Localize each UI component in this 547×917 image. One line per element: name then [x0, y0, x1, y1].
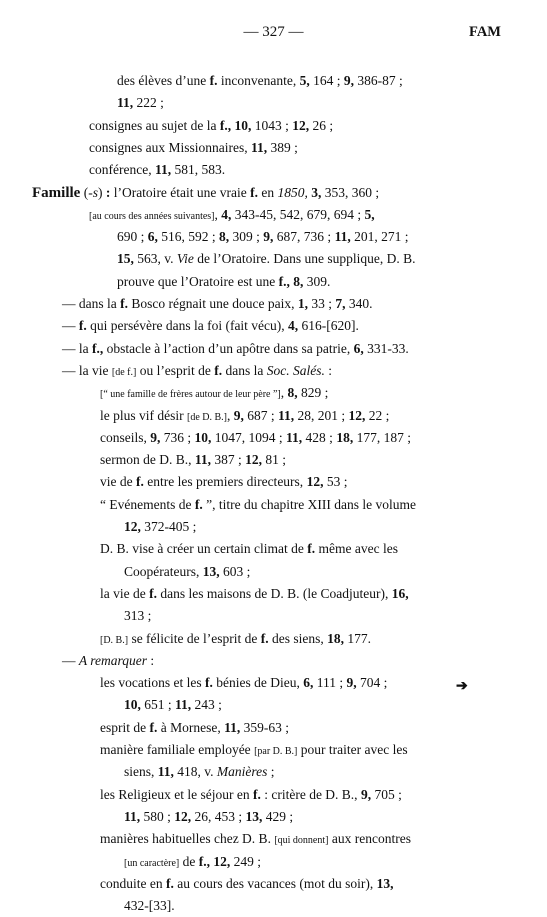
index-line [100, 427, 411, 449]
index-text: 4, [221, 206, 232, 222]
index-text: 432-[33]. [124, 898, 175, 914]
index-line [100, 583, 409, 605]
index-text: des élèves d’une [117, 73, 210, 88]
index-text: 13, [245, 808, 263, 824]
index-line [124, 895, 175, 917]
index-line [100, 628, 371, 650]
index-text: en [258, 184, 278, 200]
index-text: 1850, [277, 184, 308, 200]
index-text: f. [136, 474, 144, 490]
index-text: A remarquer [78, 652, 147, 668]
index-text: f. [209, 73, 218, 88]
index-text: 9, [233, 407, 244, 423]
index-text: -s [88, 184, 98, 200]
index-text: 8, [293, 273, 304, 289]
index-text: 429 ; [262, 808, 294, 824]
index-text: 201, 271 ; [350, 229, 409, 245]
index-text: 331-33. [363, 340, 409, 356]
index-text: entre les premiers directeurs, [143, 474, 307, 490]
index-text: — la vie [62, 362, 112, 378]
index-text: des siens, [268, 630, 328, 646]
index-text: 1, [297, 296, 308, 311]
index-text: f. [204, 675, 213, 691]
index-line [124, 761, 275, 783]
index-text: 28, 201 ; [294, 407, 349, 423]
index-text: Coopérateurs, [124, 563, 203, 579]
index-text: f. [149, 719, 158, 735]
index-line [124, 516, 196, 538]
index-text: , [214, 206, 222, 222]
index-text: 10, [234, 117, 252, 133]
index-text: f., [278, 273, 290, 289]
index-text: f. [149, 585, 157, 601]
index-text: 18, [327, 630, 345, 646]
index-text: 736 ; [160, 429, 195, 445]
index-text: 11, [250, 139, 268, 155]
index-line [100, 828, 411, 850]
index-text: 651 ; [140, 697, 176, 713]
index-line [124, 561, 250, 583]
index-text: — [62, 652, 79, 668]
index-text: 12, [348, 407, 366, 423]
index-line [100, 449, 286, 471]
index-text: 81 ; [262, 452, 287, 468]
index-text: 11, [175, 697, 192, 713]
index-text: consignes au sujet de la [89, 117, 220, 133]
index-text: ; [267, 764, 275, 780]
index-text: Vie [176, 251, 194, 267]
index-line [117, 271, 330, 293]
index-text: obstacle à l’action d’un apôtre dans sa patrie, [103, 340, 354, 356]
index-line [124, 694, 222, 716]
index-text: 22 ; [365, 407, 390, 423]
index-text: 12, [174, 808, 192, 824]
index-text: 340. [345, 296, 373, 311]
index-text: 11, [224, 719, 241, 735]
index-text: de [179, 853, 199, 869]
index-text: 12, [292, 117, 310, 133]
index-text: f., [219, 117, 232, 133]
index-text: 1043 ; [251, 117, 293, 133]
index-text: 26, 453 ; [191, 808, 246, 824]
index-text: f., [92, 340, 104, 356]
index-line [89, 137, 298, 159]
index-text: 111 ; [313, 675, 347, 691]
index-line [124, 605, 151, 627]
index-text: : [324, 362, 333, 378]
index-text: à Mornese, [157, 719, 225, 735]
index-text: 343-45, 542, 679, 694 ; [231, 206, 365, 222]
index-text: 5, [364, 206, 375, 222]
index-text: 359-63 ; [240, 719, 289, 735]
index-text: 9, [360, 786, 372, 802]
index-text: 603 ; [219, 563, 251, 579]
index-line [100, 538, 398, 560]
index-text: 11, [278, 407, 295, 423]
index-line [117, 92, 164, 114]
index-text: 11, [154, 162, 172, 178]
index-text: aux rencontres [328, 831, 411, 847]
index-text: : critère de D. B., [260, 786, 361, 802]
index-text: 580 ; [140, 808, 175, 824]
index-text: 829 ; [297, 385, 329, 401]
index-text: 53 ; [323, 474, 348, 490]
index-text: f. [194, 496, 203, 512]
index-text: 11, [157, 764, 174, 780]
index-text: 6, [303, 675, 314, 691]
index-text: f. [165, 875, 174, 891]
index-text: Soc. Salés. [266, 362, 325, 378]
index-text: : [105, 184, 111, 200]
index-text: f. [214, 362, 223, 378]
index-text: 10, [194, 429, 212, 445]
index-text: 563, v. [133, 251, 177, 267]
index-text: , [227, 407, 234, 423]
index-text: 18, [336, 429, 354, 445]
index-line [117, 70, 403, 92]
index-text: 10, [124, 697, 141, 713]
index-text: 13, [376, 875, 394, 891]
index-text: 387 ; [211, 452, 246, 468]
index-text: [de D. B.] [187, 411, 227, 423]
index-text: 12, [306, 474, 324, 490]
index-text: 8, [219, 229, 230, 245]
page-number: — 327 — [243, 24, 304, 40]
index-text: 26 ; [309, 117, 334, 133]
index-text: 372-405 ; [140, 519, 197, 534]
index-text: 12, [124, 519, 141, 534]
index-text: 418, v. [173, 764, 217, 780]
index-text: 11, [286, 429, 303, 445]
index-text: même avec les [315, 541, 399, 557]
index-text: qui persévère dans la foi (fait vécu), [86, 318, 289, 334]
index-line [117, 248, 415, 270]
index-line [100, 382, 328, 404]
index-text: 9, [346, 675, 357, 691]
index-text: “ Evénements de [100, 496, 195, 512]
index-text: : [147, 652, 155, 668]
index-text: 11, [334, 229, 351, 245]
index-text: inconvenante, [217, 73, 300, 88]
index-text: 9, [150, 429, 161, 445]
index-text: [un caractère] [124, 857, 180, 869]
index-line [100, 739, 408, 761]
index-text: [au cours des années suivantes] [89, 210, 215, 222]
index-text: , [280, 385, 288, 401]
index-text: 164 ; [309, 73, 344, 88]
index-text: 309 ; [229, 229, 264, 245]
index-text: 6, [353, 340, 364, 356]
index-text: [de f.] [111, 366, 137, 378]
index-line [100, 717, 289, 739]
index-line [124, 806, 293, 828]
index-text: 12, [245, 452, 263, 468]
index-text: 705 ; [371, 786, 402, 802]
index-text: consignes aux Missionnaires, [89, 139, 251, 155]
index-line [117, 226, 408, 248]
index-text: 516, 592 ; [157, 229, 220, 245]
index-text: 243 ; [191, 697, 222, 713]
index-text: pour traiter avec les [297, 742, 408, 757]
index-text: D. B. vise à créer un certain climat de [100, 541, 308, 557]
index-text: 616-[620]. [298, 318, 359, 334]
index-text: f. [260, 630, 269, 646]
index-text: [“ une famille de frères autour de leur père ”] [100, 389, 281, 401]
index-text: 687, 736 ; [273, 229, 335, 245]
index-text: 11, [124, 808, 141, 824]
index-text: Famille [32, 184, 81, 201]
index-text: 222 ; [133, 95, 164, 111]
index-text: [qui donnent] [274, 835, 329, 847]
index-text: 687 ; [243, 407, 279, 423]
index-text: 428 ; [302, 429, 337, 445]
index-text: esprit de [100, 719, 150, 735]
index-line [62, 360, 332, 382]
index-text: — dans la [62, 296, 121, 311]
index-text: f., [198, 853, 210, 869]
index-text: 7, [335, 296, 346, 311]
index-text: 9, [343, 73, 354, 88]
index-text: prouve que l’Oratoire est une [117, 273, 279, 289]
index-text: — la [62, 340, 92, 356]
index-text: 33 ; [307, 296, 336, 311]
index-line [89, 115, 333, 137]
index-line [32, 182, 379, 204]
index-text: [D. B.] [100, 634, 129, 646]
index-text: 177. [344, 630, 372, 646]
running-head: FAM [469, 24, 501, 40]
index-text: 6, [147, 229, 158, 245]
page-header [0, 24, 547, 46]
index-line [100, 672, 387, 694]
index-text: conseils, [100, 429, 151, 445]
index-text: Manières [216, 764, 268, 780]
index-text: 3, [311, 184, 322, 200]
index-text: 9, [263, 229, 274, 245]
index-text: 15, [117, 251, 134, 267]
index-text: ) [97, 184, 106, 200]
index-text: au cours des vacances (mot du soir), [173, 875, 377, 891]
index-text: 313 ; [124, 608, 152, 624]
index-line [124, 851, 261, 873]
index-text: Bosco régnait une douce paix, [128, 296, 298, 311]
index-text: le plus vif désir [100, 407, 187, 423]
index-text: f. [307, 541, 316, 557]
index-line [100, 873, 394, 895]
continuation-arrow-icon: ➔ [456, 679, 468, 694]
index-line [62, 650, 154, 672]
index-text: 4, [288, 318, 299, 334]
index-text: 249 ; [230, 853, 261, 869]
index-text: manières habituelles chez D. B. [100, 831, 275, 847]
index-text: l’Oratoire était une vraie [110, 184, 251, 200]
index-line [100, 471, 347, 493]
index-text: conduite en [100, 875, 166, 891]
index-text: 11, [117, 95, 134, 111]
index-line [62, 315, 359, 337]
index-line [100, 405, 389, 427]
index-text: 11, [194, 452, 212, 468]
index-text: de l’Oratoire. Dans une supplique, D. B. [193, 251, 416, 267]
index-line [100, 494, 416, 516]
index-text: f. [250, 184, 259, 200]
index-text: 309. [303, 273, 331, 289]
index-text: les Religieux et le séjour en [100, 786, 253, 802]
index-text: 8, [287, 385, 298, 401]
index-text: 13, [202, 563, 220, 579]
index-text: [par D. B.] [254, 746, 298, 757]
index-text: conférence, [89, 162, 155, 178]
index-text: 386-87 ; [353, 73, 403, 88]
index-text: ou l’esprit de [136, 362, 215, 378]
index-text: ”, titre du chapitre XIII dans le volume [202, 496, 417, 512]
index-text: vie de [100, 474, 136, 490]
index-text: se félicite de l’esprit de [128, 630, 261, 646]
index-line [100, 784, 402, 806]
index-text: 5, [299, 73, 310, 88]
index-text: 177, 187 ; [353, 429, 411, 445]
index-line [62, 293, 372, 315]
index-text: sermon de D. B., [100, 452, 195, 468]
index-text: manière familiale employée [100, 742, 255, 757]
index-text: f. [120, 296, 128, 311]
index-line [89, 204, 375, 226]
index-text: bénies de Dieu, [212, 675, 304, 691]
index-text: 1047, 1094 ; [211, 429, 287, 445]
index-text: 389 ; [267, 139, 298, 155]
index-text: 581, 583. [171, 162, 226, 178]
index-text: ( [80, 184, 89, 200]
index-text: dans les maisons de D. B. (le Coadjuteur), [156, 585, 392, 601]
index-line [89, 159, 225, 181]
index-text: 12, [213, 853, 231, 869]
index-text: 690 ; [117, 229, 148, 245]
index-text: f. [252, 786, 261, 802]
index-text: 704 ; [356, 675, 388, 691]
index-text: — [62, 318, 79, 334]
index-text: 353, 360 ; [321, 184, 380, 200]
index-line [62, 338, 409, 360]
index-text: siens, [124, 764, 158, 780]
index-text: 16, [391, 585, 409, 601]
index-text: les vocations et les [100, 675, 205, 691]
index-text: la vie de [100, 585, 150, 601]
index-text: f. [78, 318, 87, 334]
index-text: dans la [222, 362, 267, 378]
